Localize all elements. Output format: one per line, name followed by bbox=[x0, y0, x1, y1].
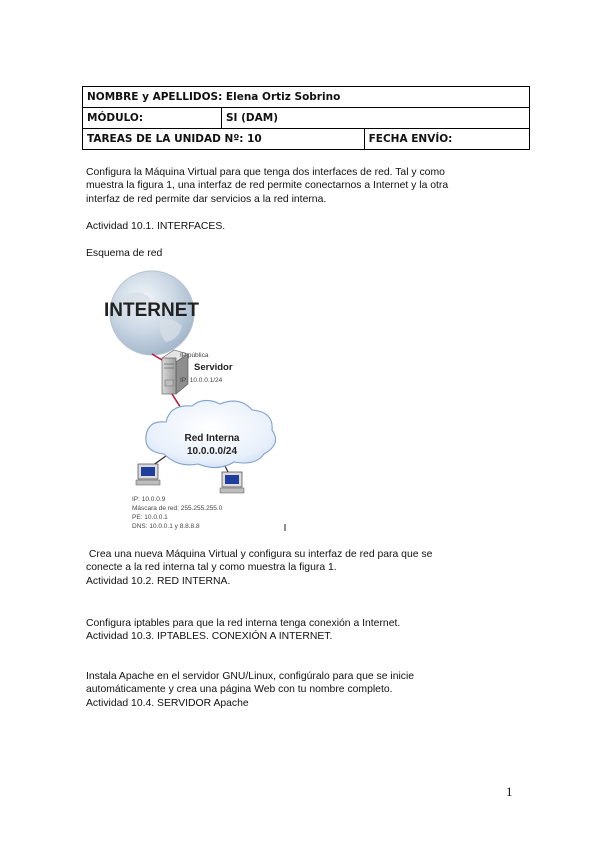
intro-line: interfaz de red permite dar servicios a la red interna. bbox=[86, 193, 327, 205]
paragraph-apache bbox=[86, 670, 414, 710]
servidor-label: Servidor bbox=[194, 362, 233, 373]
intro-line: muestra la figura 1, una interfaz de red permite conectarnos a Internet y la otra bbox=[86, 180, 449, 192]
intro-line: Configura la Máquina Virtual para que tenga dos interfaces de red. Tal y como bbox=[86, 167, 445, 178]
name-cell: NOMBRE y APELLIDOS: Elena Ortiz Sobrino bbox=[83, 87, 530, 108]
para-line: Configura iptables para que la red interna tenga conexión a Internet. bbox=[86, 618, 401, 629]
para-line: conecte a la red interna tal y como muestra la figura 1. bbox=[86, 562, 337, 574]
para-line: Actividad 10.2. RED INTERNA. bbox=[86, 575, 231, 587]
internet-label: INTERNET bbox=[104, 300, 199, 321]
computer-icon bbox=[136, 464, 160, 485]
client-dns: DNS: 10.0.0.1 y 8.8.8.8 bbox=[132, 523, 200, 530]
para-line: Actividad 10.3. IPTABLES. CONEXIÓN A INTERNET. bbox=[86, 631, 333, 643]
red-range-label: 10.0.0.0/24 bbox=[186, 446, 238, 457]
para-line: automáticamente y crea una página Web con tu nombre completo. bbox=[86, 684, 393, 696]
paragraph-red-interna bbox=[86, 548, 432, 588]
page-number: 1 bbox=[506, 784, 513, 799]
intro-paragraph bbox=[86, 166, 448, 206]
tareas-cell: TAREAS DE LA UNIDAD Nº: 10 bbox=[83, 129, 365, 150]
activity-10-1: Actividad 10.1. INTERFACES. bbox=[86, 221, 226, 232]
ip-publica-label: IP pública bbox=[180, 352, 209, 359]
client-ip: IP: 10.0.0.9 bbox=[132, 496, 166, 503]
para-line: Instala Apache en el servidor GNU/Linux, configúralo para que se inicie bbox=[86, 671, 415, 682]
header-table bbox=[82, 86, 530, 150]
computer-icon bbox=[220, 472, 244, 493]
network-diagram bbox=[100, 268, 300, 534]
fecha-cell: FECHA ENVÍO: bbox=[364, 129, 529, 150]
para-line: Crea una nueva Máquina Virtual y configura su interfaz de red para que se bbox=[86, 549, 433, 560]
schema-title: Esquema de red bbox=[86, 248, 163, 259]
client-gateway: PE: 10.0.0.1 bbox=[132, 514, 168, 521]
client-mask: Máscara de red: 255.255.255.0 bbox=[132, 505, 223, 512]
ip-servidor-label: IP: 10.0.0.1/24 bbox=[180, 377, 223, 384]
paragraph-iptables bbox=[86, 617, 400, 644]
red-interna-label: Red Interna bbox=[184, 433, 240, 444]
modulo-label: MÓDULO: bbox=[83, 108, 222, 129]
modulo-value: SI (DAM) bbox=[222, 108, 530, 129]
para-line: Actividad 10.4. SERVIDOR Apache bbox=[86, 697, 249, 709]
